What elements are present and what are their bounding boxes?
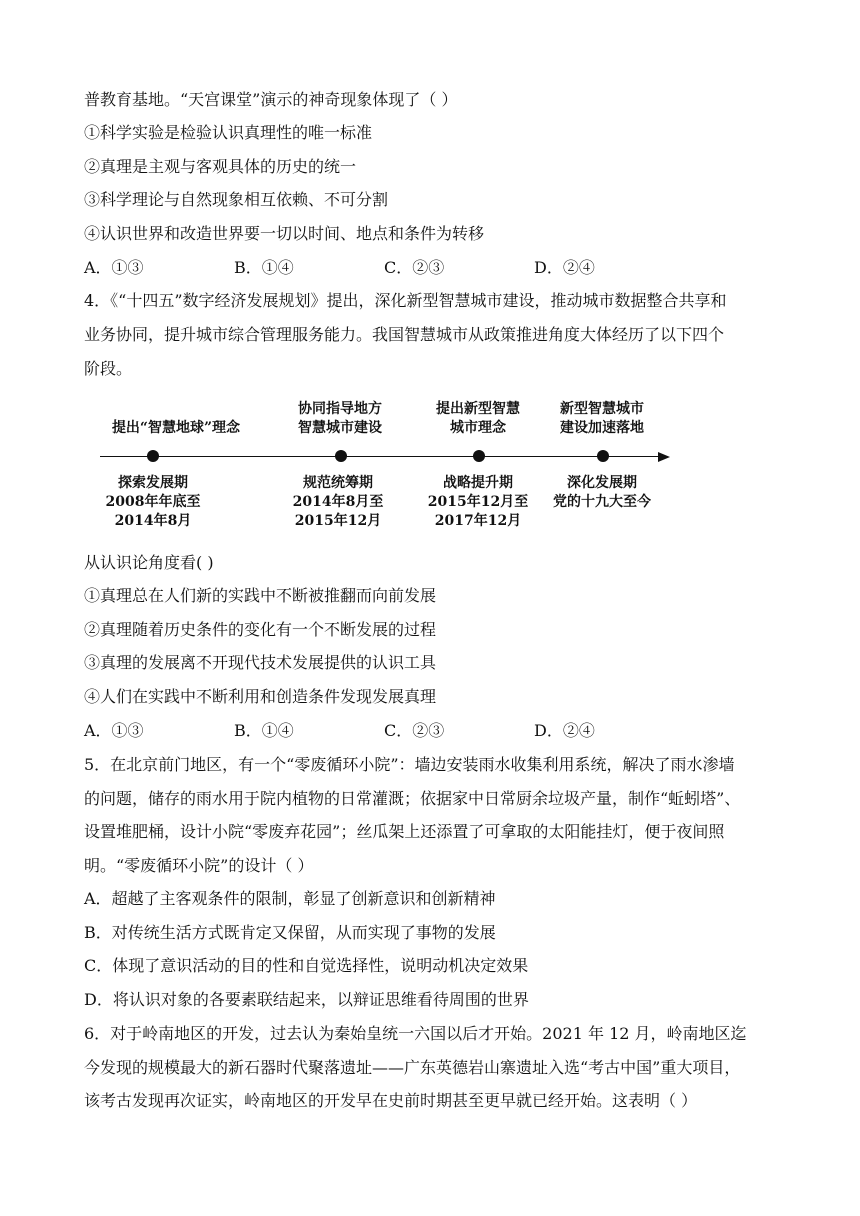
timeline-event-3-line-1: 提出新型智慧 [436, 401, 520, 417]
q3-item-2: ②真理是主观与客观具体的历史的统一 [84, 157, 357, 176]
timeline-event-2-line-1: 协同指导地方 [298, 401, 382, 417]
q4-option-b[interactable]: B．①④ [234, 721, 294, 740]
q5-stem-line-4: 明。“零废循环小院”的设计（ ） [84, 856, 314, 875]
timeline-event-2-line-2: 智慧城市建设 [298, 420, 382, 436]
q5-stem-line-2: 的问题，储存的雨水用于院内植物的日常灌溉；依据家中日常厨余垃圾产量，制作“蚯蚓塔”、 [84, 789, 741, 808]
timeline-event-4-line-2: 建设加速落地 [560, 420, 644, 436]
timeline-dot-4 [597, 450, 609, 462]
timeline-stage-1-end: 2014年8月 [114, 513, 192, 529]
timeline-stage-1-start: 2008年年底至 [105, 494, 201, 510]
q5-option-d[interactable]: D．将认识对象的各要素联结起来，以辩证思维看待周围的世界 [84, 990, 529, 1009]
q3-option-d[interactable]: D．②④ [534, 258, 595, 277]
timeline-event-4 [522, 400, 682, 438]
q4-item-4: ④人们在实践中不断利用和创造条件发现发展真理 [84, 687, 437, 706]
timeline-dot-1 [147, 450, 159, 462]
q3-item-3: ③科学理论与自然现象相互依赖、不可分割 [84, 190, 389, 209]
q6-stem-line-2: 今发现的规模最大的新石器时代聚落遗址——广东英德岩山寨遗址入选“考古中国”重大项目， [84, 1058, 741, 1077]
q5-option-b[interactable]: B．对传统生活方式既肯定又保留，从而实现了事物的发展 [84, 923, 496, 942]
timeline-arrow-icon [658, 452, 670, 462]
timeline-stage-2-end: 2015年12月 [294, 513, 382, 529]
q3-item-1: ①科学实验是检验认识真理性的唯一标准 [84, 123, 373, 142]
q3-option-a[interactable]: A．①③ [84, 258, 144, 277]
q4-item-3: ③真理的发展离不开现代技术发展提供的认识工具 [84, 653, 437, 672]
q3-option-c[interactable]: C．②③ [384, 258, 445, 277]
timeline-stage-2 [258, 474, 418, 531]
q5-option-c[interactable]: C．体现了意识活动的目的性和自觉选择性，说明动机决定效果 [84, 956, 529, 975]
timeline-stage-3-end: 2017年12月 [434, 513, 522, 529]
timeline-dot-3 [473, 450, 485, 462]
timeline-event-1-line-1: 提出“智慧地球”理念 [111, 420, 241, 436]
q6-stem-line-3: 该考古发现再次证实，岭南地区的开发早在史前时期甚至更早就已经开始。这表明（ ） [84, 1091, 698, 1110]
q4-item-1: ①真理总在人们新的实践中不断被推翻而向前发展 [84, 586, 437, 605]
timeline-stage-4-name: 深化发展期 [567, 475, 637, 491]
q4-question: 从认识论角度看( ) [84, 553, 214, 572]
q4-stem-line-3: 阶段。 [84, 359, 133, 378]
q5-stem-line-3: 设置堆肥桶，设计小院“零废弃花园”；丝瓜架上还添置了可拿取的太阳能挂灯，便于夜间照 [84, 822, 725, 841]
timeline-stage-3-start: 2015年12月至 [427, 494, 529, 510]
timeline-event-2 [260, 400, 420, 438]
q4-option-a[interactable]: A．①③ [84, 721, 144, 740]
q5-option-a[interactable]: A．超越了主客观条件的限制，彰显了创新意识和创新精神 [84, 889, 496, 908]
q6-stem-line-1: 6．对于岭南地区的开发，过去认为秦始皇统一六国以后才开始。2021 年 12 月，岭南地区迄 [84, 1024, 747, 1043]
timeline-stage-3-name: 战略提升期 [443, 475, 513, 491]
q4-option-d[interactable]: D．②④ [534, 721, 595, 740]
q3-option-b[interactable]: B．①④ [234, 258, 294, 277]
timeline-dot-2 [335, 450, 347, 462]
q4-options [84, 720, 784, 742]
timeline-event-3-line-2: 城市理念 [450, 420, 506, 436]
timeline-axis [100, 456, 660, 457]
q4-item-2: ②真理随着历史条件的变化有一个不断发展的过程 [84, 620, 437, 639]
q3-options [84, 257, 784, 279]
timeline-stage-4 [522, 474, 682, 512]
q3-stem-end: 普教育基地。“天宫课堂”演示的神奇现象体现了（ ） [84, 90, 458, 109]
timeline-stage-4-start: 党的十九大至今 [553, 494, 651, 510]
q4-stem-line-2: 业务协同，提升城市综合管理服务能力。我国智慧城市从政策推进角度大体经历了以下四个 [84, 325, 725, 344]
q5-stem-line-1: 5．在北京前门地区，有一个“零废循环小院”：墙边安装雨水收集利用系统，解决了雨水渗墙 [84, 755, 735, 774]
q4-option-c[interactable]: C．②③ [384, 721, 445, 740]
timeline-stage-2-start: 2014年8月至 [292, 494, 384, 510]
timeline-event-4-line-1: 新型智慧城市 [560, 401, 644, 417]
timeline-event-1 [76, 419, 276, 438]
q4-stem-line-1: 4．《“十四五”数字经济发展规划》提出，深化新型智慧城市建设，推动城市数据整合共享和 [84, 291, 727, 310]
timeline-stage-2-name: 规范统筹期 [303, 475, 373, 491]
timeline-stage-1 [73, 474, 233, 531]
timeline-stage-1-name: 探索发展期 [118, 475, 188, 491]
q3-item-4: ④认识世界和改造世界要一切以时间、地点和条件为转移 [84, 224, 485, 243]
